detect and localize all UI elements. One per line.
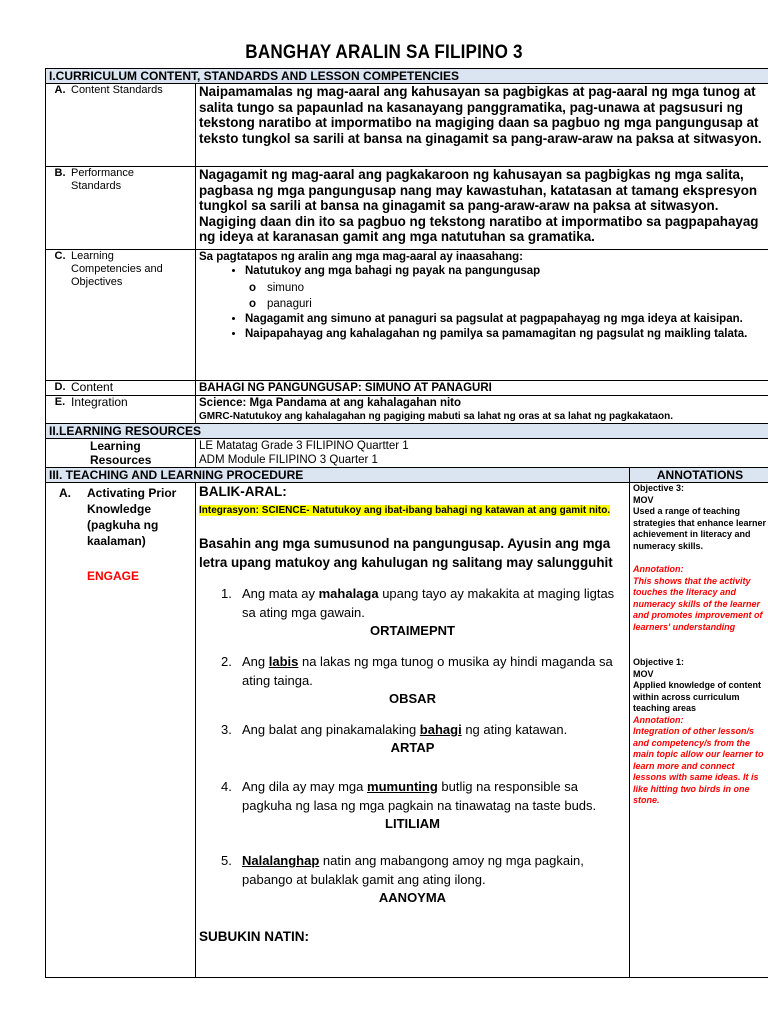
content-row (46, 381, 768, 396)
content-label: Content (71, 380, 114, 394)
engage-label: ENGAGE (87, 569, 140, 583)
integration-gmrc: GMRC-Natutukoy ang kahalagahan ng pagiging mabuti sa lahat ng oras at sa lahat ng pagkakataon. (199, 411, 673, 422)
integration-note: Integrasyon: SCIENCE- Natutukoy ang ibat-ibang bahagi ng katawan at ang gamit nito. (199, 505, 611, 516)
sentence-post: na lakas ng mga tunog o musika ay hindi maganda sa ating tainga. (242, 654, 613, 688)
sub-marker: o (249, 281, 257, 294)
annotation-1-title: Objective 3: (633, 483, 685, 493)
competencies-row (46, 250, 768, 381)
sentence-post: upang tayo ay makakita at maging ligtas sa ating mga gawain. (242, 586, 615, 620)
integration-science: Science: Mga Pandama at ang kahalagahan nito (199, 397, 462, 409)
exercise-sentence (199, 851, 626, 889)
exercise-list (199, 584, 626, 907)
content-standards-row (46, 84, 768, 167)
exercise-sentence (199, 584, 626, 622)
instruction-text: Basahin ang mga sumusunod na pangungusap. Ayusin ang mga letra upang matukoy ang kahulugan ng salitang may salungguhit (199, 536, 613, 570)
competencies-label: Learning Competencies and Objectives (71, 250, 163, 288)
resources-row (46, 439, 768, 468)
exercise-number: 4. (221, 779, 232, 794)
content-standards-label: Content Standards (71, 84, 163, 96)
annotation-1-text: Used a range of teaching strategies that enhance learner achievement in literacy and numeracy skills. (633, 506, 767, 551)
exercise-item (199, 851, 626, 907)
scrambled-word: ORTAIMEPNT (370, 623, 455, 638)
integration-num: E. (54, 396, 66, 408)
competencies-list (199, 264, 767, 280)
balik-aral-heading: BALIK-ARAL: (199, 484, 287, 499)
sentence-pre: Ang (242, 654, 269, 669)
content-standards-num: A. (54, 84, 66, 96)
exercise-sentence (199, 777, 626, 815)
exercise-sentence (199, 652, 626, 690)
performance-standards-label: Performance Standards (71, 167, 134, 192)
subukin-heading: SUBUKIN NATIN: (199, 929, 309, 944)
annotation-2-title: Objective 1: (633, 657, 685, 667)
competency-sublist (199, 280, 767, 312)
competency-1: • Natutukoy ang mga bahagi ng payak na pangungusap (245, 264, 767, 280)
scrambled-word: OBSAR (389, 691, 436, 706)
annotation-2-mov: MOV (633, 668, 654, 679)
exercise-number: 5. (221, 853, 232, 868)
resources-label: Learning Resources (90, 439, 152, 467)
content-standards-text: Naipamamalas ng mag-aaral ang kahusayan sa pagbigkas at pag-aaral ng mga tunog at salita tungo sa papaunlad na kasanayang panggramatika, pag-unawa at pagsusuri ng tekstong naratibo at impormatibo na magiging daan sa pagbuo ng mga pangungusap at teksto tungkol sa sarili at bansa na ginagamit sa pang-araw-araw na paksa at sitwasyon. (196, 84, 768, 167)
exercise-item (199, 652, 626, 708)
sentence-post: butlig na responsible sa pagkuha ng lasa ng mga pagkain na tinawatag na taste buds. (242, 779, 597, 813)
scrambled-word: AANOYMA (378, 890, 447, 905)
sub-marker: o (249, 297, 257, 310)
resource-1: LE Matatag Grade 3 FILIPINO Quartter 1 (199, 440, 409, 452)
exercise-number: 3. (221, 722, 232, 737)
competency-2: • Nagagamit ang simuno at panaguri sa pagsulat at pagpapahayag ng mga ideya at kaisipan. (245, 312, 767, 328)
sentence-post: ng ating katawan. (461, 722, 568, 737)
sentence-pre: Ang balat ang pinakamalaking (242, 722, 420, 737)
exercise-number: 2. (221, 654, 232, 669)
section2-header-row (46, 424, 768, 439)
section3-header-row (46, 468, 768, 483)
annotation-1-red-title: Annotation: (633, 564, 684, 574)
procedure-a-num: A. (59, 486, 71, 500)
exercise-item (199, 584, 626, 640)
exercise-item (199, 777, 626, 833)
key-word: Nalalanghap (242, 853, 320, 868)
content-num: D. (54, 381, 66, 393)
exercise-sentence (199, 720, 626, 739)
scrambled-word: LITILIAM (385, 816, 440, 831)
annotations-header: ANNOTATIONS (630, 468, 768, 483)
performance-standards-text: Nagagamit ng mag-aaral ang pagkakaroon ng kahusayan sa pagbigkas ng mga salita, pagbasa ng mga pangungusap nang may kawastuhan, katatasan at tamang ekspresyon tungkol sa sarili at bansa na ginagamit sa pang-araw-araw na paksa at sitwasyon. Nagiging daan din ito sa pagbuo ng tekstong naratibo at impormatibo sa pagpapahayag ng ideya at karanasan gamit ang mga natutuhan sa gramatika. (196, 167, 768, 250)
integration-label: Integration (71, 395, 128, 409)
key-word: labis (268, 654, 299, 669)
annotation-1-mov: MOV (633, 494, 654, 505)
section3-header: III. TEACHING AND LEARNING PROCEDURE (46, 468, 630, 483)
competency-sub-2: o panaguri (249, 297, 312, 310)
exercise-item (199, 720, 626, 757)
exercise-number: 1. (221, 586, 232, 601)
page-title: BANGHAY ARALIN SA FILIPINO 3 (245, 42, 523, 63)
annotation-2-red-title: Annotation: (633, 714, 684, 725)
competency-3: • Naipapahayag ang kahalagahan ng pamilya sa pamamagitan ng pagsulat ng maikling talata. (245, 327, 767, 343)
annotation-2-text: Applied knowledge of content within across curriculum teaching areas (633, 680, 761, 713)
annotation-2-red-text: Integration of other lesson/s and competency/s from the main topic allow our learner to learn more and connect lessons with same ideas. It is like hitting two birds in one stone. (633, 726, 764, 805)
resource-2: ADM Module FILIPINO 3 Quarter 1 (199, 454, 378, 466)
procedure-row (46, 483, 768, 978)
performance-standards-num: B. (54, 167, 66, 179)
key-word: mahalaga (318, 586, 379, 601)
section2-header: II.LEARNING RESOURCES (46, 424, 768, 439)
annotation-1-red-text: This shows that the activity touches the literacy and numeracy skills of the learner and promotes improvement of learners' understanding (633, 575, 763, 632)
key-word: bahagi (419, 722, 462, 737)
performance-standards-row (46, 167, 768, 250)
section1-header: I.CURRICULUM CONTENT, STANDARDS AND LESSON COMPETENCIES (46, 69, 768, 84)
lesson-plan-table (45, 68, 768, 978)
competency-sub-1: o simuno (249, 281, 305, 294)
content-text: BAHAGI NG PANGUNGUSAP: SIMUNO AT PANAGURI (196, 381, 768, 396)
procedure-a-label: Activating Prior Knowledge (pagkuha ng kaalaman) (87, 486, 177, 548)
sentence-post: natin ang mabangong amoy ng mga pagkain, pabango at bulaklak gamit ang ating ilong. (242, 853, 584, 887)
scrambled-word: ARTAP (390, 740, 435, 755)
sentence-pre: Ang mata ay (242, 586, 319, 601)
integration-row (46, 396, 768, 424)
key-word: mumunting (367, 779, 438, 794)
competencies-num: C. (54, 250, 66, 262)
competencies-intro: Sa pagtatapos ng aralin ang mga mag-aaral ay inaasahang: (199, 251, 524, 263)
section1-header-row (46, 69, 768, 84)
sentence-pre: Ang dila ay may mga (242, 779, 368, 794)
